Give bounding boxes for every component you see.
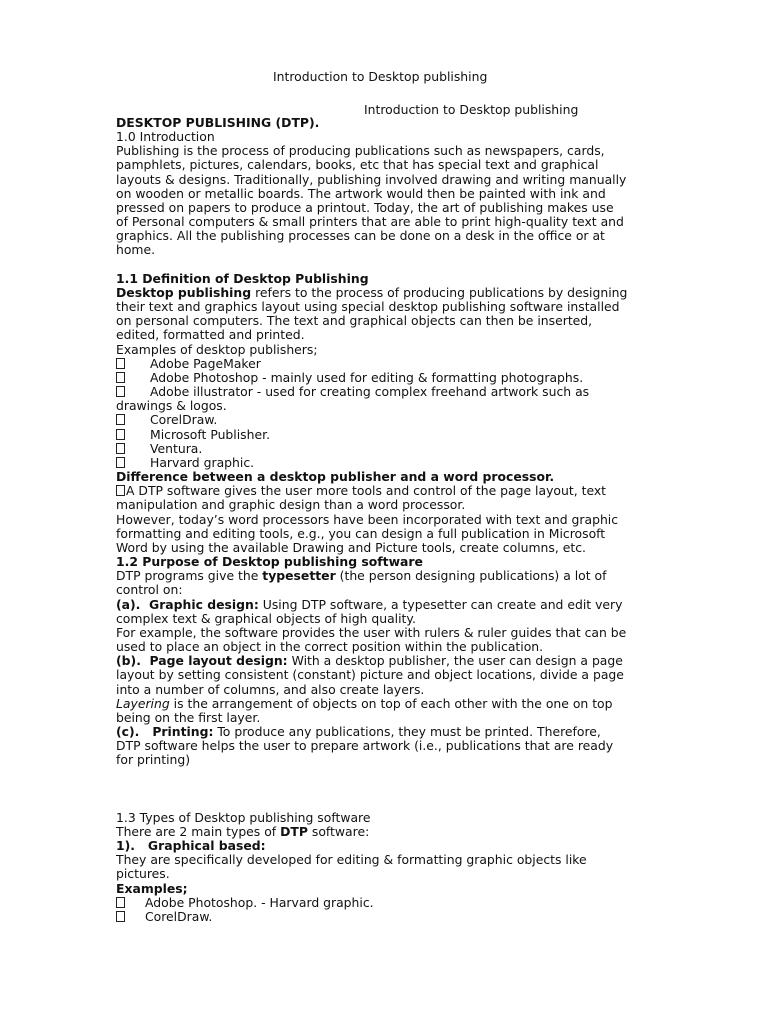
- list-item: CorelDraw.: [145, 909, 213, 924]
- difference-line: Word by using the available Drawing and Picture tools, create columns, etc.: [116, 540, 586, 555]
- bullet-glyph: [116, 910, 125, 924]
- types-intro-post: software:: [307, 824, 370, 839]
- list-item: CorelDraw.: [150, 412, 218, 427]
- list-item: Adobe illustrator - used for creating complex freehand artwork such as: [150, 384, 590, 399]
- missing-glyph-icon: [116, 358, 125, 369]
- bullet-glyph: [116, 357, 125, 371]
- types-heading: 1.3 Types of Desktop publishing software: [116, 810, 371, 825]
- main-heading: DESKTOP PUBLISHING (DTP).: [116, 115, 320, 130]
- difference-line-text: A DTP software gives the user more tools and control of the page layout, text: [126, 483, 607, 498]
- definition-line: their text and graphics layout using special desktop publishing software installed: [116, 299, 620, 314]
- list-item-continuation: drawings & logos.: [116, 398, 227, 413]
- list-item: Ventura.: [150, 441, 203, 456]
- missing-glyph-icon: [116, 457, 125, 468]
- types-examples-label: Examples;: [116, 881, 188, 896]
- missing-glyph-icon: [116, 414, 125, 425]
- missing-glyph-icon: [116, 372, 125, 383]
- document-subtitle: Introduction to Desktop publishing: [364, 102, 579, 117]
- purpose-c-line: DTP software helps the user to prepare artwork (i.e., publications that are ready: [116, 738, 614, 753]
- intro-paragraph-line: home.: [116, 242, 156, 257]
- purpose-b-line: layout by setting consistent (constant) picture and object locations, divide a page: [116, 667, 624, 682]
- intro-paragraph-line: on wooden or metallic boards. The artwork would then be painted with ink and: [116, 186, 606, 201]
- purpose-a-line: complex text & graphical objects of high quality.: [116, 611, 416, 626]
- missing-glyph-icon: [116, 429, 125, 440]
- bullet-glyph: [116, 428, 125, 442]
- purpose-intro-pre: DTP programs give the: [116, 568, 263, 583]
- list-item: Microsoft Publisher.: [150, 427, 271, 442]
- purpose-intro-term: typesetter: [262, 568, 336, 583]
- intro-paragraph-line: pressed on papers to produce a printout. Today, the art of publishing makes use: [116, 200, 614, 215]
- purpose-b-label: (b). Page layout design:: [116, 653, 288, 668]
- purpose-a-text: Using DTP software, a typesetter can create and edit very: [258, 597, 623, 612]
- bullet-glyph: [116, 413, 125, 427]
- purpose-intro-post: (the person designing publications) a lot of: [335, 568, 607, 583]
- definition-heading: 1.1 Definition of Desktop Publishing: [116, 271, 369, 286]
- difference-heading: Difference between a desktop publisher and a word processor.: [116, 469, 555, 484]
- purpose-intro: [116, 569, 607, 583]
- purpose-a-line: used to place an object in the correct position within the publication.: [116, 639, 544, 654]
- types-intro-pre: There are 2 main types of: [116, 824, 281, 839]
- intro-paragraph-line: Publishing is the process of producing publications such as newspapers, cards,: [116, 143, 605, 158]
- bullet-glyph: [116, 442, 125, 456]
- purpose-b-line: into a number of columns, and also create layers.: [116, 682, 425, 697]
- definition-term: Desktop publishing: [116, 285, 252, 300]
- difference-line: However, today’s word processors have been incorporated with text and graphic: [116, 512, 619, 527]
- intro-paragraph-line: pamphlets, pictures, calendars, books, etc that has special text and graphical: [116, 157, 599, 172]
- missing-glyph-icon: [116, 897, 125, 908]
- list-item: Adobe PageMaker: [150, 356, 261, 371]
- purpose-b-text: With a desktop publisher, the user can design a page: [287, 653, 623, 668]
- layering-text: is the arrangement of objects on top of each other with the one on top: [169, 696, 613, 711]
- difference-line: manipulation and graphic design than a word processor.: [116, 497, 466, 512]
- layering-line2: being on the first layer.: [116, 710, 261, 725]
- missing-glyph-icon: [116, 485, 125, 496]
- difference-line: formatting and editing tools, e.g., you can design a full publication in Microsoft: [116, 526, 606, 541]
- bullet-glyph: [116, 896, 125, 910]
- types-intro-term: DTP: [280, 824, 308, 839]
- intro-paragraph-line: layouts & designs. Traditionally, publishing involved drawing and writing manually: [116, 172, 627, 187]
- bullet-glyph: [116, 371, 125, 385]
- missing-glyph-icon: [116, 386, 125, 397]
- graphical-label: 1). Graphical based:: [116, 838, 266, 853]
- purpose-c-line: for printing): [116, 752, 191, 767]
- list-item: Harvard graphic.: [150, 455, 255, 470]
- missing-glyph-icon: [116, 443, 125, 454]
- page-header-title: Introduction to Desktop publishing: [273, 69, 488, 84]
- purpose-intro-line2: control on:: [116, 582, 183, 597]
- purpose-a-line: For example, the software provides the user with rulers & ruler guides that can be: [116, 625, 627, 640]
- missing-glyph-icon: [116, 911, 125, 922]
- intro-paragraph-line: of Personal computers & small printers that are able to print high-quality text and: [116, 214, 624, 229]
- graphical-line: pictures.: [116, 866, 170, 881]
- list-item: Adobe Photoshop - mainly used for editing & formatting photographs.: [150, 370, 584, 385]
- definition-line-rest: refers to the process of producing publications by designing: [251, 285, 628, 300]
- purpose-a-label: (a). Graphic design:: [116, 597, 259, 612]
- intro-paragraph-line: graphics. All the publishing processes can be done on a desk in the office or at: [116, 228, 605, 243]
- examples-label: Examples of desktop publishers;: [116, 342, 318, 357]
- intro-heading: 1.0 Introduction: [116, 129, 215, 144]
- purpose-c-text: To produce any publications, they must be printed. Therefore,: [213, 724, 601, 739]
- purpose-c-label: (c). Printing:: [116, 724, 214, 739]
- definition-line: edited, formatted and printed.: [116, 327, 305, 342]
- purpose-heading: 1.2 Purpose of Desktop publishing software: [116, 554, 423, 569]
- graphical-line: They are specifically developed for editing & formatting graphic objects like: [116, 852, 587, 867]
- definition-line: on personal computers. The text and graphical objects can then be inserted,: [116, 313, 593, 328]
- list-item: Adobe Photoshop. - Harvard graphic.: [145, 895, 374, 910]
- layering-term: Layering: [116, 696, 170, 711]
